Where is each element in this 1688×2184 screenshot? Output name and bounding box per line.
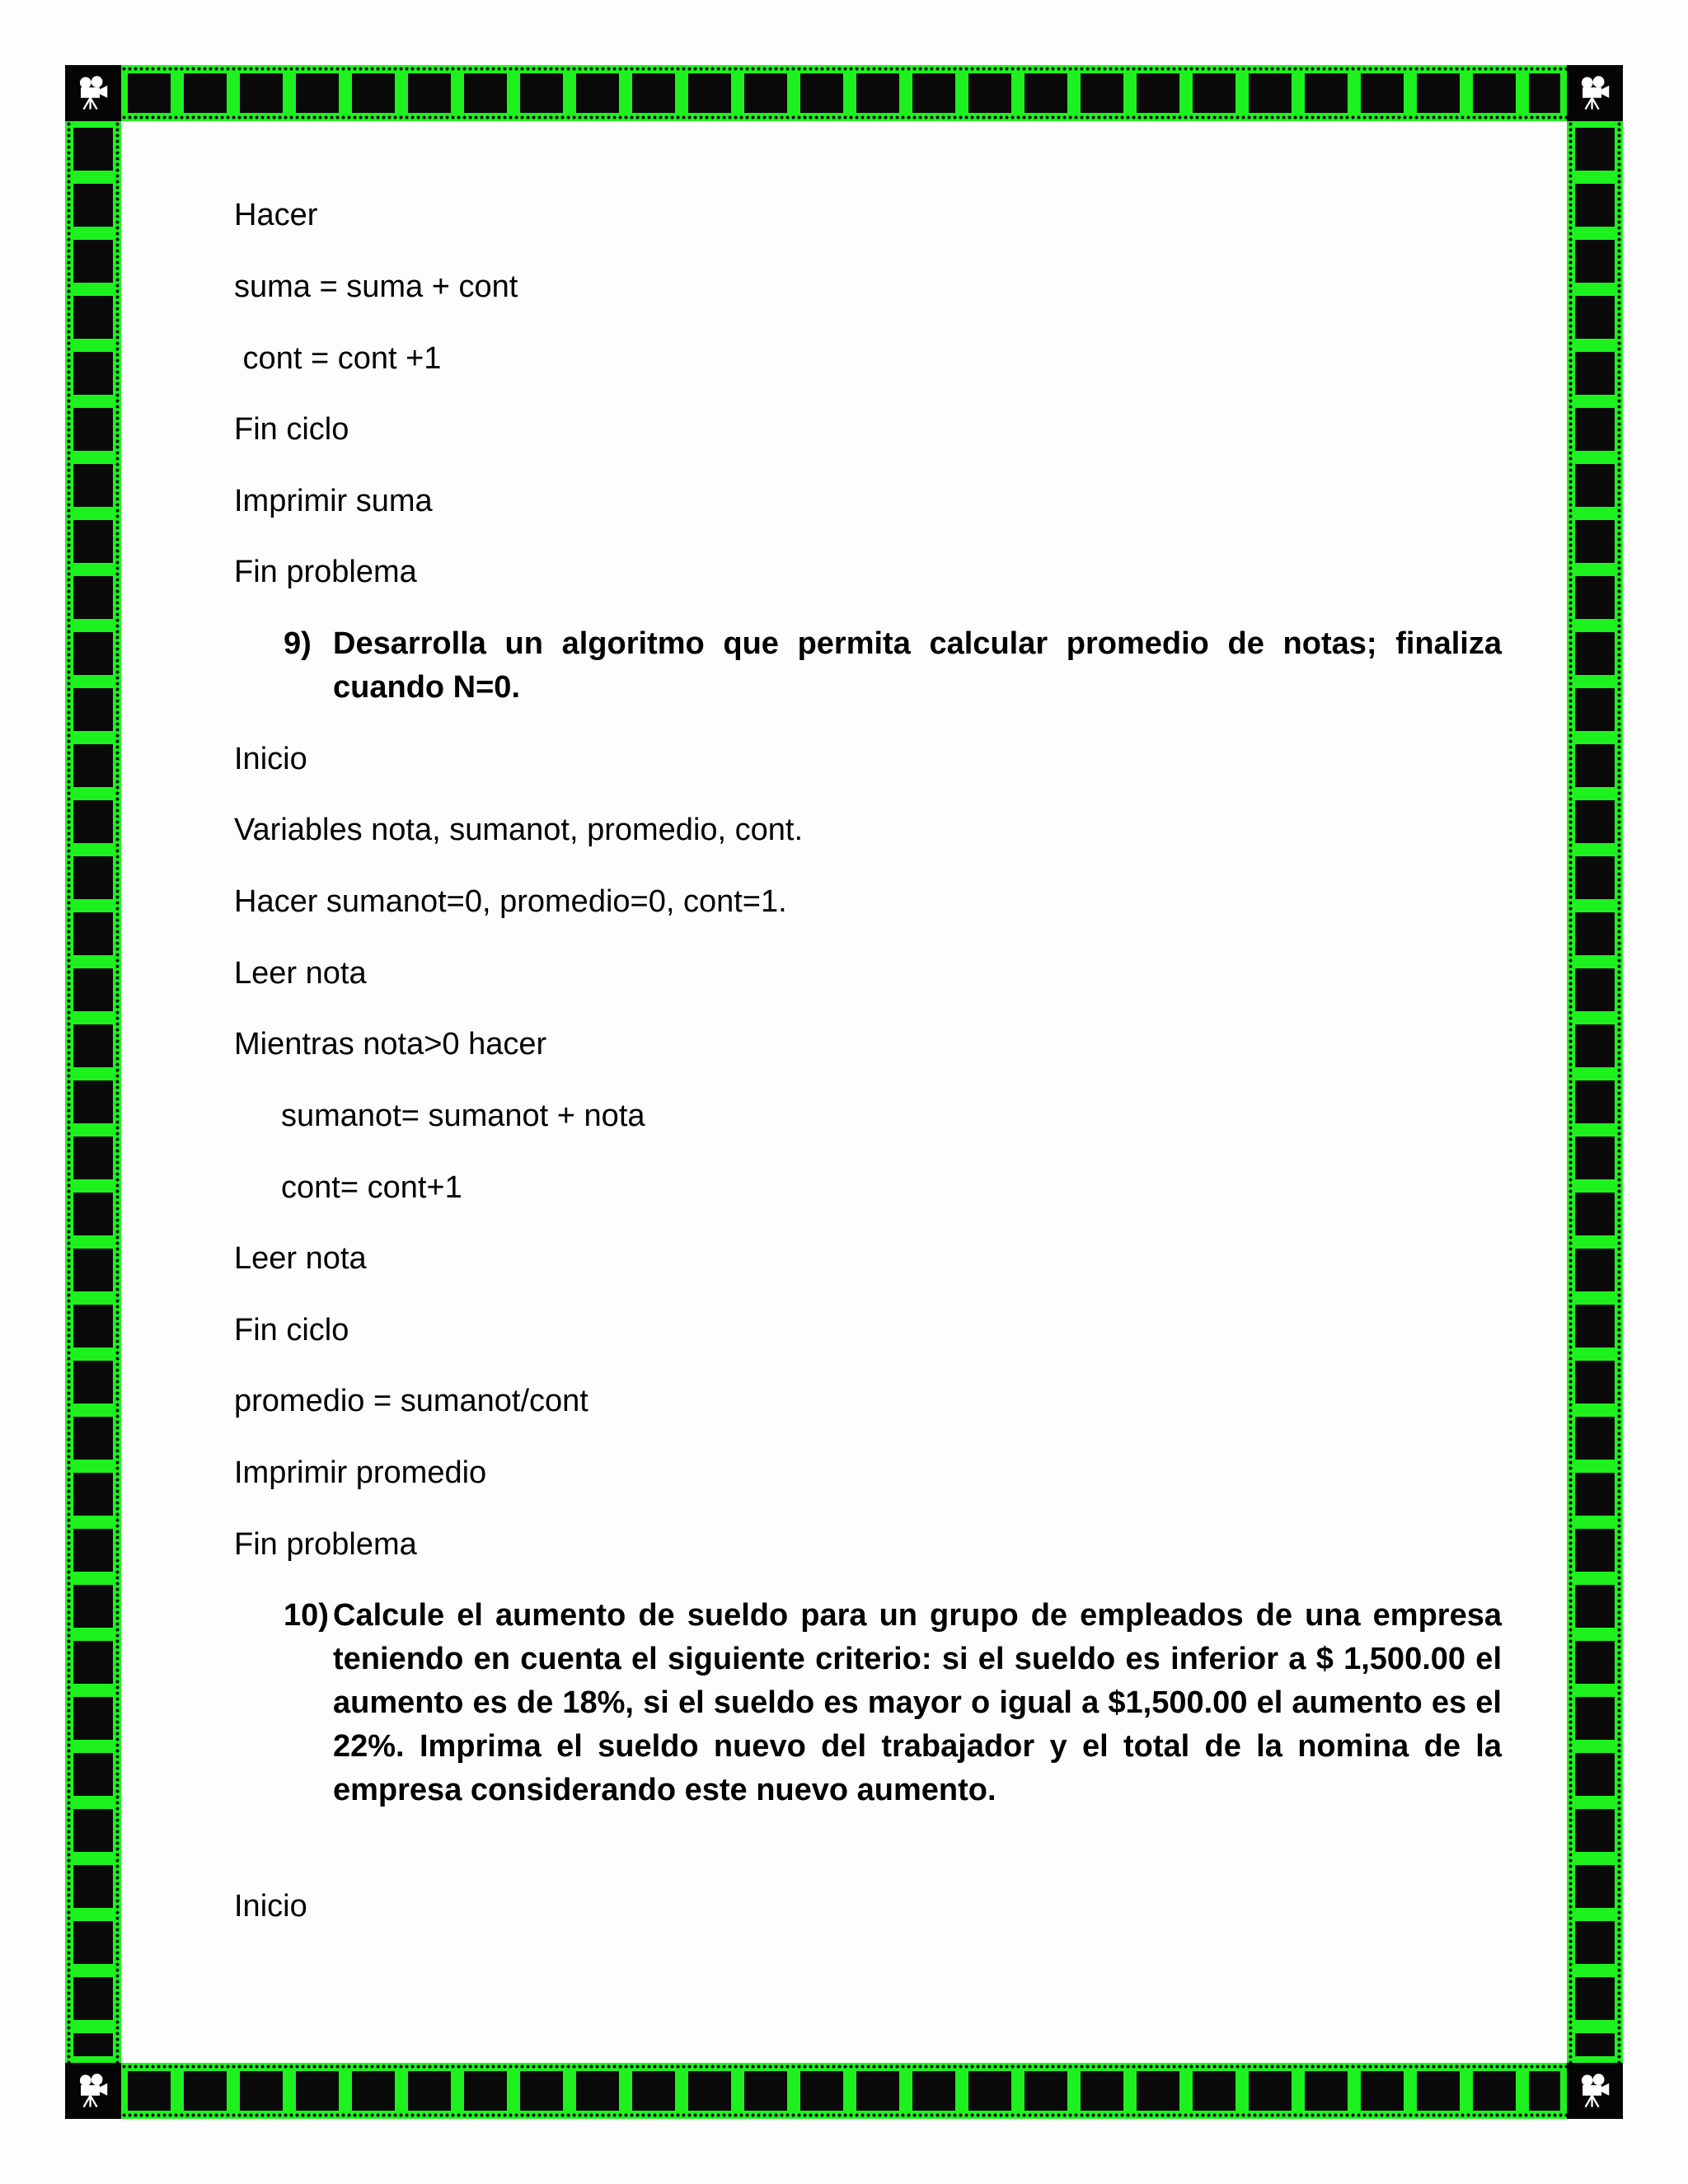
movie-camera-icon [1576,2072,1614,2110]
code-line: Hacer sumanot=0, promedio=0, cont=1. [234,884,787,919]
task-number: 10) [284,1598,329,1633]
code-line: Mientras nota>0 hacer [234,1027,547,1062]
code-line: Leer nota [234,1241,367,1276]
movie-camera-icon [74,74,112,112]
film-border-top [121,65,1567,121]
corner-top-right [1567,65,1623,121]
code-line: Imprimir suma [234,484,433,518]
movie-camera-icon [74,2072,112,2110]
code-line: cont= cont+1 [281,1170,462,1205]
code-line: Imprimir promedio [234,1455,487,1490]
code-line: Fin problema [234,555,417,589]
code-line: Leer nota [234,956,367,991]
task-10 [284,1594,1502,1812]
code-line: promedio = sumanot/cont [234,1384,588,1418]
corner-bottom-right [1567,2063,1623,2119]
task-9 [284,622,1502,710]
code-line: cont = cont +1 [234,341,442,376]
movie-camera-icon [1576,74,1614,112]
task-text: Desarrolla un algoritmo que permita calcular promedio de notas; finaliza cuando N=0. [333,626,1502,705]
code-line: suma = suma + cont [234,269,518,304]
code-line: Variables nota, sumanot, promedio, cont. [234,813,804,847]
corner-bottom-left [65,2063,121,2119]
code-line: Inicio [234,1889,307,1924]
film-border-right [1567,121,1623,2063]
code-line: Fin problema [234,1527,417,1562]
code-line: Fin ciclo [234,412,349,447]
code-line: Fin ciclo [234,1313,349,1347]
film-border-left [65,121,121,2063]
film-border-bottom [121,2063,1567,2119]
task-number: 9) [284,626,312,661]
code-line: Hacer [234,198,318,232]
code-line: Inicio [234,742,307,776]
corner-top-left [65,65,121,121]
code-line: sumanot= sumanot + nota [281,1099,645,1133]
task-text: Calcule el aumento de sueldo para un grupo de empleados de una empresa teniendo en cuenta el siguiente criterio: si el sueldo es inferior a $ 1,500.00 el aumento es de 18%, si el sueldo es mayor o igual a $1,500.00 el aumento es el 22%. Imprima el sueldo nuevo del trabajador y el total de la nomina de la empresa considerando este nuevo aumento. [333,1598,1502,1807]
